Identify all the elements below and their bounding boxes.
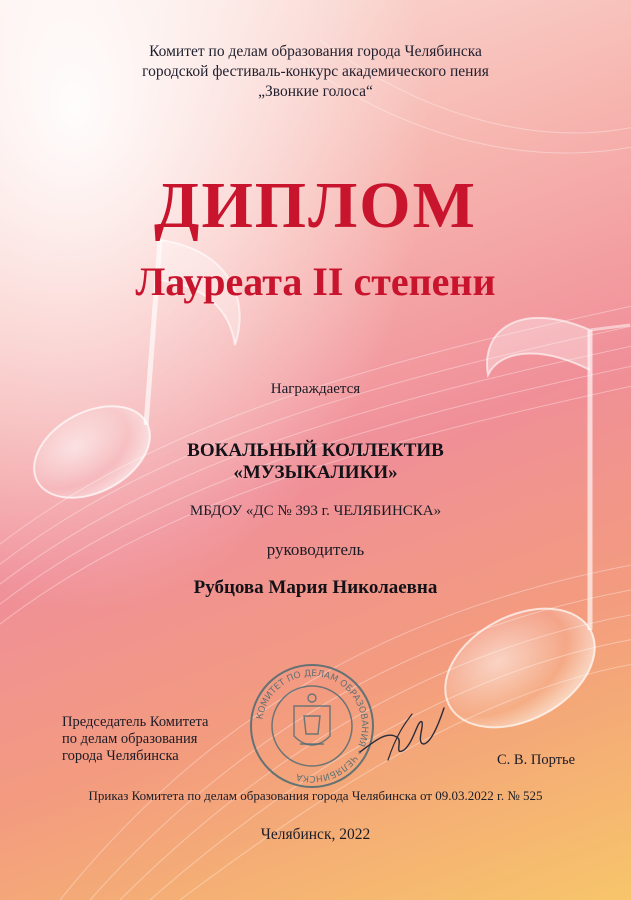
header-line-2: городской фестиваль-конкурс академического пения <box>142 63 489 80</box>
diploma-title: ДИПЛОМ <box>154 169 477 242</box>
leader-name: Рубцова Мария Николаевна <box>193 577 438 598</box>
diploma-subtitle: Лауреата II степени <box>135 259 496 304</box>
signer-title-line-2: по делам образования <box>62 731 198 747</box>
signer-title-line-1: Председатель Комитета <box>62 714 209 730</box>
header-line-3: „Звонкие голоса“ <box>258 83 373 100</box>
signature-icon <box>358 700 448 770</box>
awarded-label: Награждается <box>270 381 361 397</box>
place-and-year: Челябинск, 2022 <box>260 826 371 843</box>
signer-title <box>62 714 208 765</box>
recipient-line-1: ВОКАЛЬНЫЙ КОЛЛЕКТИВ <box>187 440 444 461</box>
organization-name: МБДОУ «ДС № 393 г. ЧЕЛЯБИНСКА» <box>189 503 442 519</box>
recipient-name <box>0 440 631 484</box>
leader-role: руководитель <box>266 540 365 559</box>
signer-name: С. В. Портье <box>497 752 576 768</box>
recipient-line-2: «МУЗЫКАЛИКИ» <box>233 462 398 483</box>
header-line-1: Комитет по делам образования города Челябинска <box>149 43 482 60</box>
official-seal-icon <box>248 662 376 790</box>
order-reference: Приказ Комитета по делам образования города Челябинска от 09.03.2022 г. № 525 <box>88 788 543 803</box>
seal-text: КОМИТЕТ ПО ДЕЛАМ ОБРАЗОВАНИЯ * ЧЕЛЯБИНСКА <box>255 668 370 784</box>
organizer-header <box>0 42 631 102</box>
signer-title-line-3: города Челябинска <box>62 748 179 764</box>
